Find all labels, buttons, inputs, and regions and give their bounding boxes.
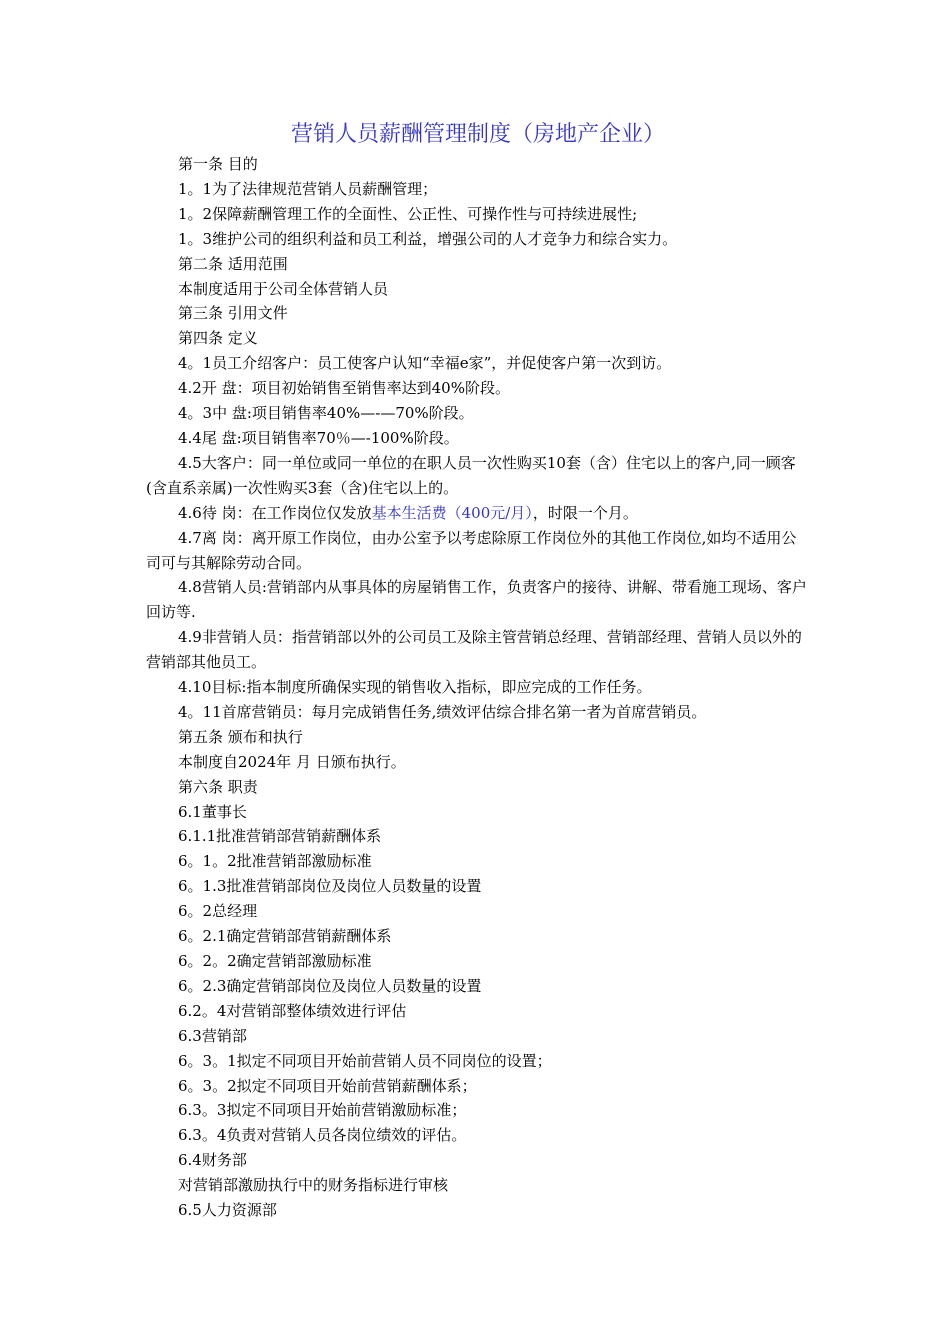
paragraph: 6。2总经理 <box>178 902 258 921</box>
paragraph: 1。3维护公司的组织利益和员工利益，增强公司的人才竞争力和综合实力。 <box>178 229 678 248</box>
paragraph: 第六条 职责 <box>178 777 258 796</box>
paragraph: 4.8营销人员:营销部内从事具体的房屋销售工作，负责客户的接待、讲解、带看施工现场、客户回访等. <box>146 578 807 622</box>
paragraph-text: 4.6待 岗：在工作岗位仅发放 <box>178 503 372 522</box>
paragraph: 6.5人力资源部 <box>178 1201 277 1220</box>
paragraph: 6。2.3确定营销部岗位及岗位人员数量的设置 <box>178 976 482 995</box>
paragraph: 第一条 目的 <box>178 155 258 173</box>
paragraph-text: ，时限一个月。 <box>532 503 638 522</box>
paragraph: 6。1.3批准营销部岗位及岗位人员数量的设置 <box>178 877 482 896</box>
paragraph: 4.9非营销人员：指营销部以外的公司员工及除主管营销总经理、营销部经理、营销人员以外的营销部其他员工。 <box>146 628 802 672</box>
paragraph: 6。3。1拟定不同项目开始前营销人员不同岗位的设置； <box>178 1051 552 1070</box>
paragraph: 4。3中 盘:项目销售率40%—-—70%阶段。 <box>178 404 474 423</box>
paragraph: 本制度自2024年 月 日颁布执行。 <box>178 752 406 771</box>
paragraph-4-6 <box>146 501 810 526</box>
paragraph: 6。3。2拟定不同项目开始前营销薪酬体系； <box>178 1076 477 1095</box>
paragraph: 6。2。2确定营销部激励标准 <box>178 952 372 970</box>
paragraph: 4。1员工介绍客户：员工使客户认知“幸福e家”，并促使客户第一次到访。 <box>178 354 672 373</box>
paragraph: 6.3。3拟定不同项目开始前营销激励标准； <box>178 1101 467 1120</box>
paragraph: 第三条 引用文件 <box>178 304 288 323</box>
paragraph: 4.2开 盘：项目初始销售至销售率达到40%阶段。 <box>178 379 510 398</box>
paragraph: 4.5大客户：同一单位或同一单位的在职人员一次性购买10套（含）住宅以上的客户,同一顾客(含直系亲属)一次性购买3套（含)住宅以上的。 <box>146 453 796 497</box>
paragraph: 1。2保障薪酬管理工作的全面性、公正性、可操作性与可持续进展性; <box>178 204 638 223</box>
paragraph: 6。1。2批准营销部激励标准 <box>178 852 372 871</box>
paragraph: 4.10目标:指本制度所确保实现的销售收入指标，即应完成的工作任务。 <box>178 678 652 697</box>
paragraph: 6.1董事长 <box>178 802 247 821</box>
paragraph: 6.3。4负责对营销人员各岗位绩效的评估。 <box>178 1126 467 1145</box>
paragraph: 第二条 适用范围 <box>178 254 288 273</box>
paragraph: 6。2.1确定营销部营销薪酬体系 <box>178 927 392 946</box>
paragraph: 6.3营销部 <box>178 1026 247 1045</box>
paragraph: 6.1.1批准营销部营销薪酬体系 <box>178 827 382 846</box>
paragraph: 1。1为了法律规范营销人员薪酬管理； <box>178 179 438 198</box>
paragraph: 第四条 定义 <box>178 329 258 348</box>
paragraph: 4。11首席营销员：每月完成销售任务,绩效评估综合排名第一者为首席营销员。 <box>178 702 707 721</box>
paragraph-4-7: 4.7离 岗：离开原工作岗位，由办公室予以考虑除原工作岗位外的其他工作岗位,如均不适用公司可与其解除劳动合同。 <box>146 528 797 572</box>
paragraph: 4.4尾 盘:项目销售率70％—-100%阶段。 <box>178 428 459 447</box>
paragraph: 第五条 颁布和执行 <box>178 727 303 746</box>
paragraph: 对营销部激励执行中的财务指标进行审核 <box>178 1176 449 1195</box>
paragraph: 本制度适用于公司全体营销人员 <box>178 279 389 298</box>
paragraph: 6.4财务部 <box>178 1151 247 1170</box>
document-title: 营销人员薪酬管理制度（房地产企业） <box>290 122 665 147</box>
living-allowance-link[interactable]: 基本生活费（400元/月） <box>371 503 533 522</box>
paragraph: 6.2。4对营销部整体绩效进行评估 <box>178 1001 407 1020</box>
